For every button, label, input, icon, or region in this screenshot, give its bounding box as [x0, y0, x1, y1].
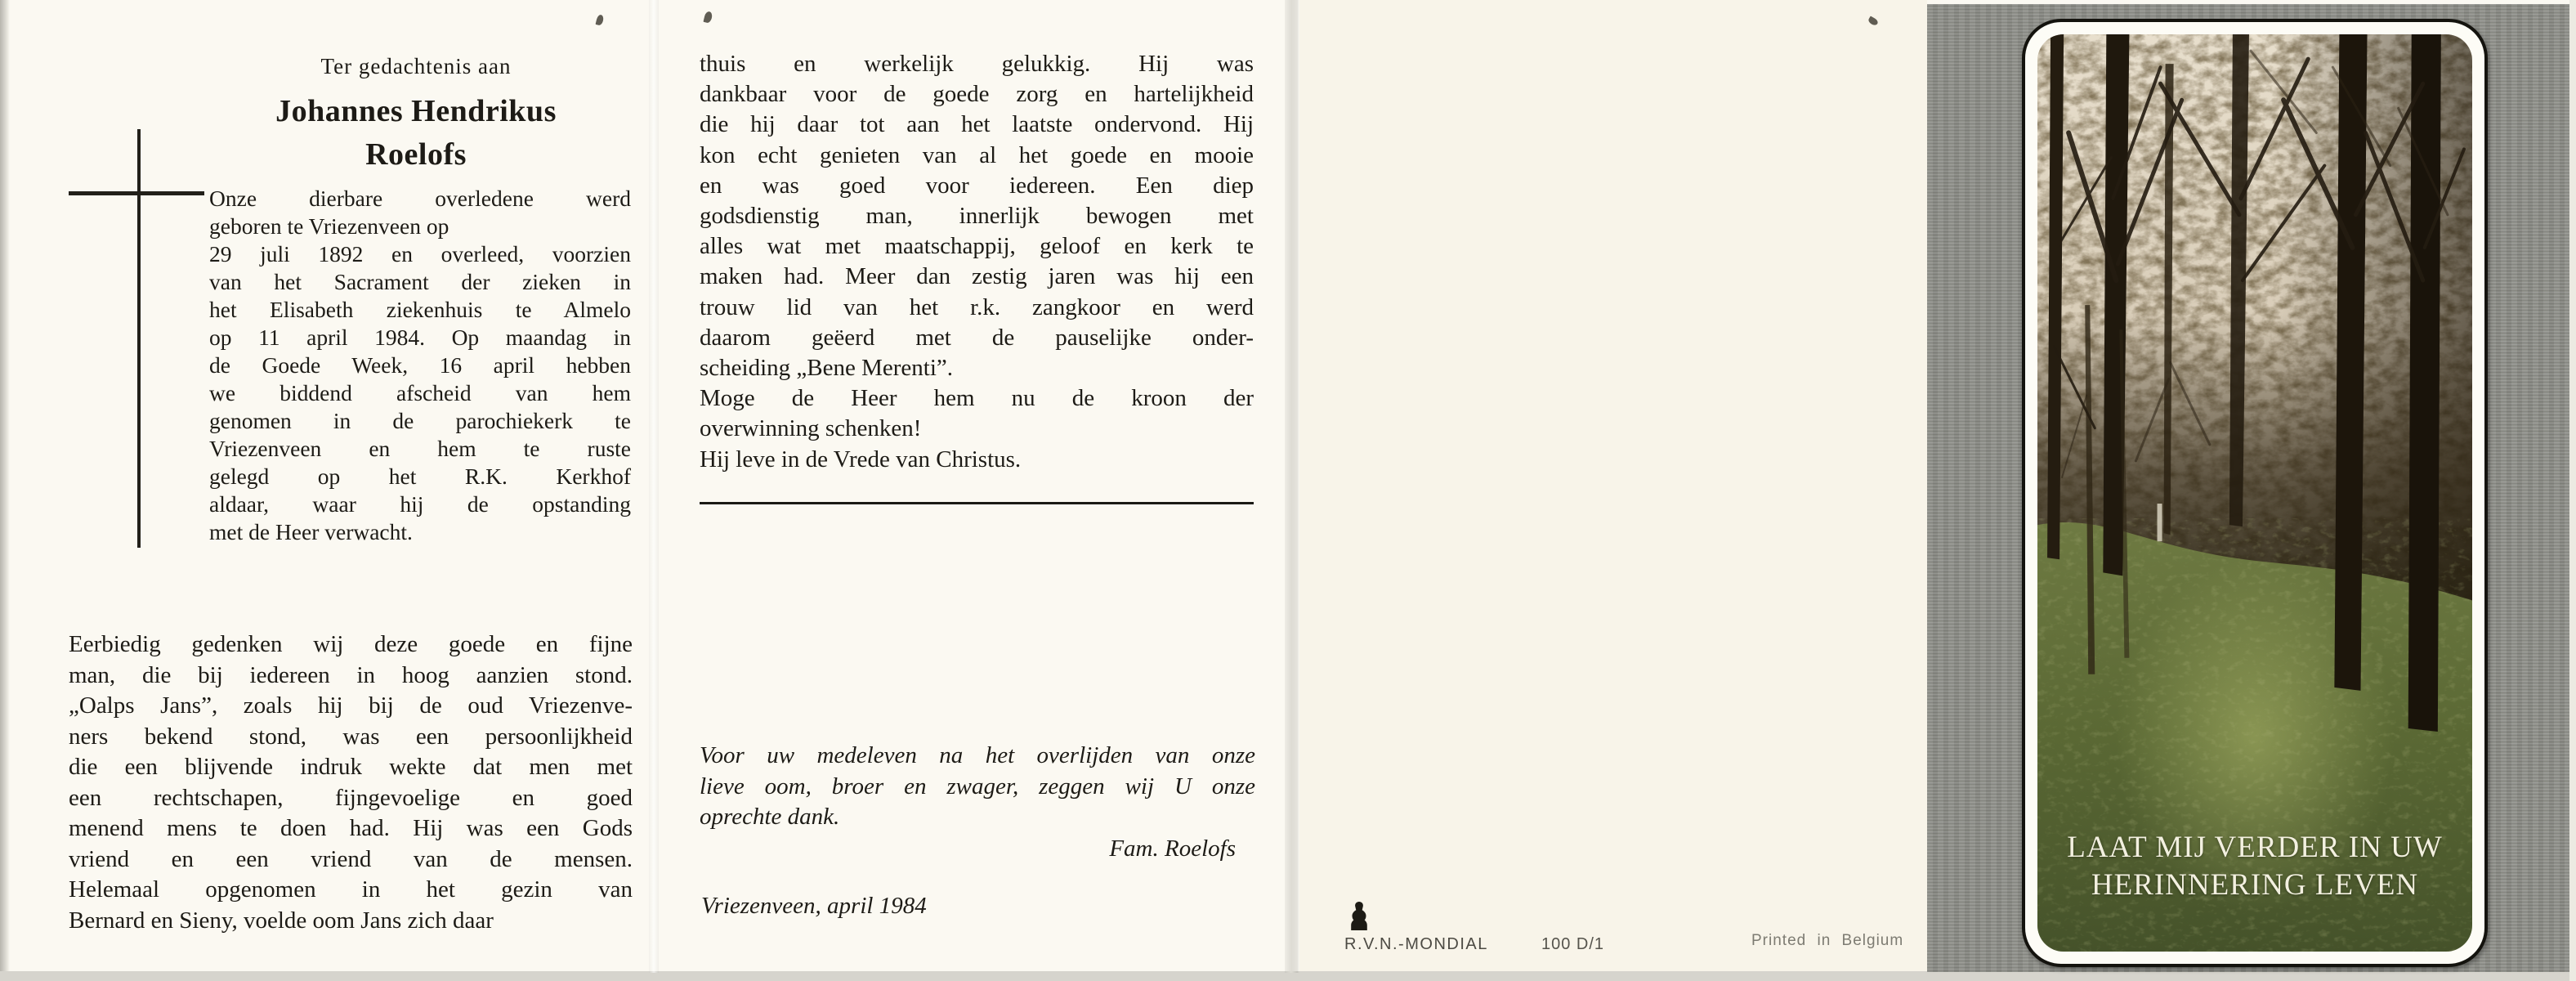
- text-line: Moge de Heer hem nu de kroon der: [700, 385, 1254, 412]
- text-line: die een blijvende indruk wekte dat men met: [69, 754, 633, 780]
- blank-back-panel: [1299, 0, 1927, 973]
- photo-frame: [2022, 19, 2488, 967]
- text-line: Vriezenveen en hem te ruste: [209, 436, 631, 461]
- scan-edge-left: [0, 0, 10, 981]
- text-line: menend mens te doen had. Hij was een Gods: [69, 815, 633, 841]
- text-line: scheiding „Bene Merenti”.: [700, 355, 954, 382]
- text-line: 29 juli 1892 en overleed, voorzien: [209, 241, 631, 267]
- text-line: daarom geëerd met de pauselijke onder-: [700, 324, 1254, 351]
- text-line: trouw lid van het r.k. zangkoor en werd: [700, 293, 1254, 320]
- text-line: dankbaar voor de goede zorg en hartelijkheid: [700, 81, 1254, 108]
- text-line: overwinning schenken!: [700, 415, 922, 442]
- photo-caption-line2: HERINNERING LEVEN: [2091, 868, 2419, 902]
- fold-line-2: [1285, 0, 1299, 973]
- text-line: een rechtschapen, fijngevoelige en goed: [69, 784, 633, 811]
- photo-caption: [2037, 829, 2472, 904]
- text-line: Bernard en Sieny, voelde oom Jans zich daar: [69, 907, 494, 934]
- family-signature: Fam. Roelofs: [1109, 835, 1236, 862]
- text-line: het Elisabeth ziekenhuis te Almelo: [209, 297, 631, 322]
- text-line: maken had. Meer dan zestig jaren was hij een: [700, 263, 1254, 290]
- deceased-name-line2: Roelofs: [365, 137, 467, 172]
- deceased-name-line1: Johannes Hendrikus: [275, 94, 557, 128]
- text-line: thuis en werkelijk gelukkig. Hij was: [700, 51, 1254, 77]
- text-line: vriend en een vriend van de mensen.: [69, 845, 633, 872]
- dateline: Vriezenveen, april 1984: [701, 893, 927, 919]
- printed-in-origin: Printed in Belgium: [1751, 932, 1904, 949]
- text-line: aldaar, waar hij de opstanding: [209, 491, 631, 517]
- text-line: met de Heer verwacht.: [209, 519, 413, 544]
- fold-line-1: [649, 0, 659, 973]
- deceased-name: [199, 90, 633, 177]
- text-line: godsdienstig man, innerlijk bewogen met: [700, 203, 1254, 230]
- photo-caption-line1: LAAT MIJ VERDER IN UW: [2067, 831, 2443, 864]
- divider-rule: [700, 502, 1254, 504]
- ink-speck: [596, 14, 605, 26]
- printer-name: R.V.N.-MONDIAL: [1344, 935, 1488, 953]
- text-line: „Oalps Jans”, zoals hij bij de oud Vriezenve-: [69, 692, 633, 719]
- text-line: ners bekend stond, was een persoonlijkheid: [69, 723, 633, 750]
- memorial-text: [69, 629, 633, 936]
- printer-logo-icon: [1350, 901, 1368, 932]
- thanks-text: [700, 741, 1255, 833]
- text-line: genomen in de parochiekerk te: [209, 408, 631, 433]
- ink-speck: [703, 11, 713, 24]
- text-line: gelegd op het R.K. Kerkhof: [209, 464, 631, 489]
- text-line: op 11 april 1984. Op maandag in: [209, 325, 631, 350]
- text-line: man, die bij iedereen in hoog aanzien stond.: [69, 661, 633, 688]
- text-line: geboren te Vriezenveen op: [209, 213, 449, 239]
- text-line: alles wat met maatschappij, geloof en kerk te: [700, 233, 1254, 260]
- text-line: Hij leve in de Vrede van Christus.: [700, 446, 1022, 473]
- intro-line: Ter gedachtenis aan: [320, 54, 512, 78]
- text-line: kon echt genieten van al het goede en mooie: [700, 141, 1254, 168]
- text-line: en was goed voor iedereen. Een diep: [700, 172, 1254, 199]
- obituary-text: [209, 185, 631, 546]
- print-run-code: 100 D/1: [1541, 935, 1605, 953]
- cross-icon: [69, 191, 204, 195]
- continuation-text: [700, 49, 1254, 475]
- text-line: lieve oom, broer en zwager, zeggen wij U onze: [700, 773, 1255, 800]
- text-line: die hij daar tot aan het laatste ondervond. Hij: [700, 111, 1254, 138]
- tree-lane-illustration: [2037, 34, 2472, 952]
- text-line: Voor uw medeleven na het overlijden van onze: [700, 742, 1255, 768]
- text-line: Eerbiedig gedenken wij deze goede en fijne: [69, 631, 633, 657]
- text-line: oprechte dank.: [700, 804, 840, 830]
- text-line: van het Sacrament der zieken in: [209, 269, 631, 294]
- scan-edge-right: [2569, 0, 2576, 981]
- text-line: Helemaal opgenomen in het gezin van: [69, 876, 633, 903]
- tree-lane-photo: [2037, 34, 2472, 952]
- panel-cover: [1927, 4, 2569, 972]
- text-line: we biddend afscheid van hem: [209, 380, 631, 405]
- text-line: Onze dierbare overledene werd: [209, 186, 631, 211]
- text-line: de Goede Week, 16 april hebben: [209, 352, 631, 378]
